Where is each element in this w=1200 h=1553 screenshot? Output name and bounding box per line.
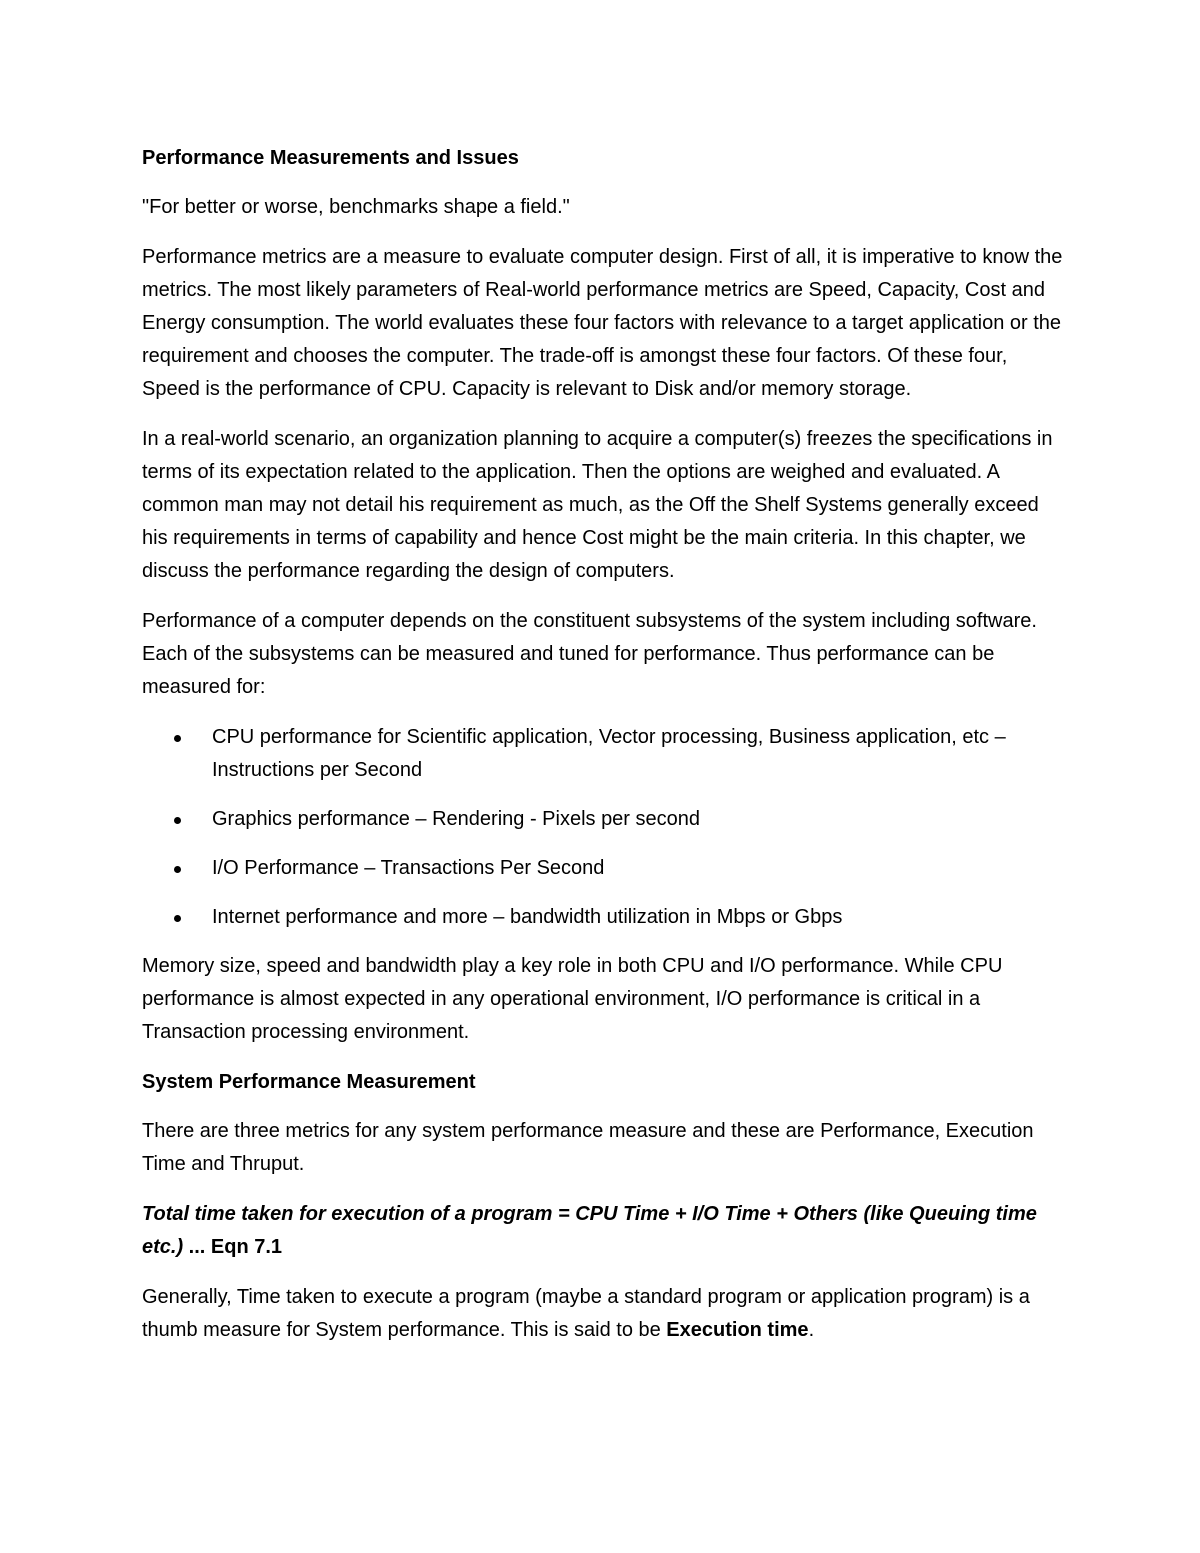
bullet-icon xyxy=(174,817,181,824)
paragraph-execution-time xyxy=(142,1281,1064,1347)
paragraph-execution-time-end: . xyxy=(808,1319,815,1341)
execution-time-term: Execution time xyxy=(666,1319,809,1341)
bullet-icon xyxy=(174,915,181,922)
document-title: Performance Measurements and Issues xyxy=(142,147,519,169)
performance-types-list xyxy=(142,721,1064,934)
list-item xyxy=(142,852,1064,885)
list-item-text: Internet performance and more – bandwidth utilization in Mbps or Gbps xyxy=(212,906,843,928)
paragraph-memory: Memory size, speed and bandwidth play a key role in both CPU and I/O performance. While CPU performance is almost expected in any operational environment, I/O performance is critical in a Transaction processing environment. xyxy=(142,955,1003,1043)
list-item xyxy=(142,721,1064,787)
paragraph-three-metrics: There are three metrics for any system performance measure and these are Performance, Execution Time and Thruput. xyxy=(142,1120,1034,1175)
paragraph-execution-time-text: Generally, Time taken to execute a program (maybe a standard program or application program) is a thumb measure for System performance. This is said to be xyxy=(142,1286,1030,1341)
list-item-text: Graphics performance – Rendering - Pixels per second xyxy=(212,808,701,830)
paragraph-subsystems: Performance of a computer depends on the constituent subsystems of the system including software. Each of the subsystems can be measured and tuned for performance. Thus performance can be measured for: xyxy=(142,610,1037,698)
paragraph-real-world-scenario: In a real-world scenario, an organization planning to acquire a computer(s) freezes the specifications in terms of its expectation related to the application. Then the options are weighed and evaluated. A common man may not detail his requirement as much, as the Off the Shelf Systems generally exceed his requirements in terms of capability and hence Cost might be the main criteria. In this chapter, we discuss the performance regarding the design of computers. xyxy=(142,428,1053,582)
list-item xyxy=(142,901,1064,934)
paragraph-metrics-intro: Performance metrics are a measure to evaluate computer design. First of all, it is imperative to know the metrics. The most likely parameters of Real-world performance metrics are Speed, Capacity, Cost and Energy consumption. The world evaluates these four factors with relevance to a target application or the requirement and chooses the computer. The trade-off is amongst these four factors. Of these four, Speed is the performance of CPU. Capacity is relevant to Disk and/or memory storage. xyxy=(142,246,1063,400)
epigraph-quote: "For better or worse, benchmarks shape a field." xyxy=(142,196,570,218)
list-item xyxy=(142,803,1064,836)
section-heading: System Performance Measurement xyxy=(142,1071,476,1093)
bullet-icon xyxy=(174,866,181,873)
list-item-text: I/O Performance – Transactions Per Second xyxy=(212,857,605,879)
document-body xyxy=(142,142,1064,1364)
equation-text: Total time taken for execution of a program = CPU Time + I/O Time + Others (like Queuing time etc.) xyxy=(142,1203,1037,1258)
equation-label: ... Eqn 7.1 xyxy=(183,1236,283,1258)
equation-7-1 xyxy=(142,1198,1064,1264)
list-item-text: CPU performance for Scientific application, Vector processing, Business application, etc – Instructions per Second xyxy=(212,726,1006,781)
bullet-icon xyxy=(174,735,181,742)
